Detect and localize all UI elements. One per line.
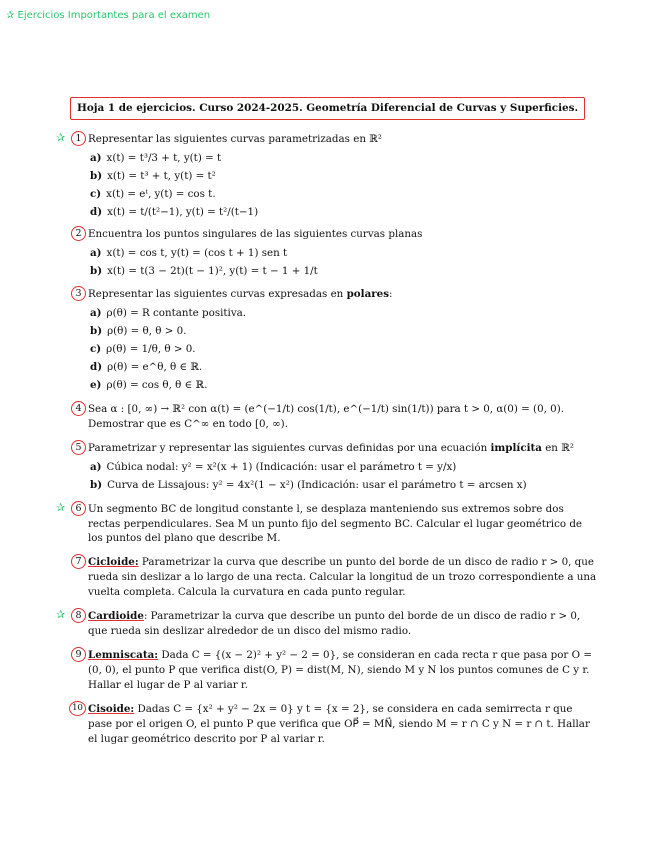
problem-number: 2 bbox=[71, 226, 86, 241]
exercise-sheet bbox=[56, 97, 598, 747]
list-item: b) ρ(θ) = θ, θ > 0. bbox=[90, 325, 187, 338]
problem-9 bbox=[75, 648, 598, 693]
problem-number: 9 bbox=[71, 647, 86, 662]
list-item: d) ρ(θ) = e^θ, θ ∈ ℝ. bbox=[90, 361, 203, 374]
problem-stem: Encuentra los puntos singulares de las siguientes curvas planas bbox=[88, 227, 423, 240]
problem-number: 1 bbox=[71, 131, 86, 146]
problem-number: 3 bbox=[71, 286, 86, 301]
problem-number: 5 bbox=[71, 440, 86, 455]
list-item: c) ρ(θ) = 1/θ, θ > 0. bbox=[90, 343, 196, 356]
list-item: c) x(t) = eᵗ, y(t) = cos t. bbox=[90, 187, 216, 200]
problem-8 bbox=[56, 608, 598, 639]
problem-stem: Lemniscata: Dada C = {(x − 2)² + y² − 2 = 0}, se consideran en cada recta r que pasa por O = (0, 0), el punto P que verifica dist(O, P) = dist(M, N), siendo M y N los puntos comunes de C y r. Hallar el lugar de P al variar r. bbox=[88, 648, 592, 691]
problem-4 bbox=[75, 402, 598, 432]
star-icon: ✰ bbox=[56, 131, 66, 145]
problem-6 bbox=[56, 500, 598, 547]
list-item: a) Cúbica nodal: y² = x²(x + 1) (Indicación: usar el parámetro t = y/x) bbox=[90, 460, 457, 473]
problem-number: 6 bbox=[71, 501, 86, 516]
list-item: b) x(t) = t³ + t, y(t) = t² bbox=[90, 169, 216, 182]
sheet-title: Hoja 1 de ejercicios. Curso 2024-2025. Geometría Diferencial de Curvas y Superficies. bbox=[70, 97, 585, 120]
problem-stem: Cisoide: Dadas C = {x² + y² − 2x = 0} y t = {x = 2}, se considera en cada semirrecta r que pase por el origen O, el punto P que verifica que OP⃗ = MN⃗, siendo M = r ∩ C y N = r ∩ t. Hallar el lugar geométrico descrito por P al variar r. bbox=[88, 702, 590, 745]
problem-number: 10 bbox=[69, 701, 86, 716]
list-item: a) x(t) = cos t, y(t) = (cos t + 1) sen t bbox=[90, 246, 288, 259]
problem-stem: Cicloide: Parametrizar la curva que describe un punto del borde de un disco de radio r > 0, que rueda sin deslizar a lo largo de una recta. Calcular la longitud de un trozo correspondiente a una vuelta completa. Calcula la curvatura en cada punto regular. bbox=[88, 556, 597, 599]
star-icon: ✰ bbox=[56, 500, 66, 514]
star-icon: ✰ bbox=[56, 608, 66, 622]
problem-10 bbox=[72, 702, 598, 747]
problem-stem: Un segmento BC de longitud constante l, se desplaza manteniendo sus extremos sobre dos rectas perpendiculares. Sea M un punto fijo del segmento BC. Calcular el lugar geométrico de los puntos del plano que describe M. bbox=[88, 502, 583, 545]
problem-number: 7 bbox=[71, 554, 86, 569]
problem-number: 4 bbox=[71, 401, 86, 416]
problem-stem: Representar las siguientes curvas parametrizadas en ℝ² bbox=[88, 133, 382, 146]
problem-number: 8 bbox=[71, 608, 86, 623]
problem-stem: Representar las siguientes curvas expresadas en polares: bbox=[88, 288, 393, 301]
problem-5 bbox=[75, 441, 598, 493]
list-item: b) x(t) = t(3 − 2t)(t − 1)², y(t) = t − 1 + 1/t bbox=[90, 264, 318, 277]
problem-3 bbox=[75, 287, 598, 393]
problem-stem: Parametrizar y representar las siguientes curvas definidas por una ecuación implícita en ℝ² bbox=[88, 441, 574, 454]
problem-stem: Cardioide: Parametrizar la curva que describe un punto del borde de un disco de radio r > 0, que rueda sin deslizar alrededor de un disco del mismo radio. bbox=[88, 610, 581, 638]
problem-1 bbox=[56, 131, 598, 220]
list-item: a) ρ(θ) = R contante positiva. bbox=[90, 307, 247, 320]
problem-2 bbox=[75, 227, 598, 279]
handwritten-note: ✰ Ejercicios Importantes para el examen bbox=[6, 10, 211, 21]
list-item: b) Curva de Lissajous: y² = 4x²(1 − x²) (Indicación: usar el parámetro t = arcsen x) bbox=[90, 478, 527, 491]
problem-stem: Sea α : [0, ∞) → ℝ² con α(t) = (e^(−1/t) cos(1/t), e^(−1/t) sin(1/t)) para t > 0, α(0) = (0, 0). Demostrar que es C^∞ en todo [0, ∞). bbox=[88, 402, 565, 430]
list-item: a) x(t) = t³/3 + t, y(t) = t bbox=[90, 152, 222, 164]
list-item: e) ρ(θ) = cos θ, θ ∈ ℝ. bbox=[90, 379, 208, 392]
problem-7 bbox=[75, 555, 598, 600]
list-item: d) x(t) = t/(t²−1), y(t) = t²/(t−1) bbox=[90, 205, 259, 218]
